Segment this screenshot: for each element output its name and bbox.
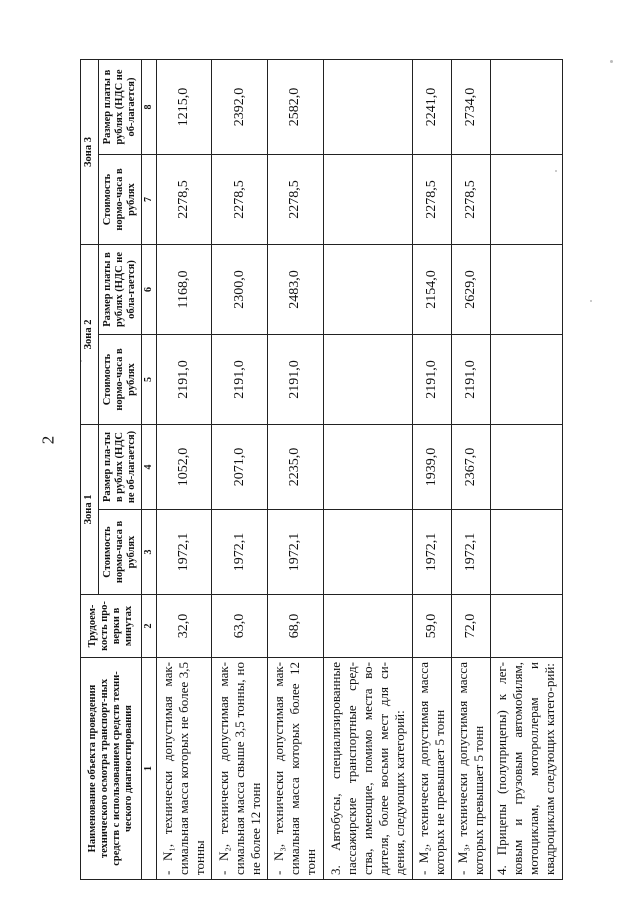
header-zone-3: Зона 3 bbox=[81, 60, 99, 245]
header-z3-fee: Размер платы в рублях (НДС не об-лагается) bbox=[98, 60, 141, 155]
row-z1-cost: 1972,1 bbox=[156, 510, 212, 595]
row-z2-cost bbox=[490, 335, 562, 425]
header-z3-cost: Стоимость нормо-часа в рублях bbox=[98, 155, 141, 245]
row-z1-fee: 1052,0 bbox=[156, 425, 212, 510]
row-z3-cost: 2278,5 bbox=[212, 155, 268, 245]
row-z2-cost: 2191,0 bbox=[212, 335, 268, 425]
row-z2-fee: 2629,0 bbox=[451, 245, 490, 335]
row-z1-fee: 2367,0 bbox=[451, 425, 490, 510]
header-zone-2: Зона 2 bbox=[81, 245, 99, 425]
table-row bbox=[323, 60, 412, 880]
row-labor bbox=[490, 595, 562, 658]
row-name: 3. Автобусы, специализированные пассажирские транспортные сред-ства, имеющие, помимо места во-дителя, более восьми мест для си-дения, следующих категорий: bbox=[323, 658, 412, 880]
table-row bbox=[451, 60, 490, 880]
row-labor bbox=[323, 595, 412, 658]
row-z2-cost bbox=[323, 335, 412, 425]
row-z1-cost bbox=[323, 510, 412, 595]
col-number: 3 bbox=[141, 510, 156, 595]
header-z1-fee: Размер пла-ты в рублях (НДС не об-лагается) bbox=[98, 425, 141, 510]
row-z1-cost: 1972,1 bbox=[212, 510, 268, 595]
col-number: 2 bbox=[141, 595, 156, 658]
row-z1-fee: 2071,0 bbox=[212, 425, 268, 510]
row-labor: 59,0 bbox=[412, 595, 451, 658]
header-labor: Трудоем-кость про-верки в минутах bbox=[81, 595, 142, 658]
row-z3-cost bbox=[490, 155, 562, 245]
row-z3-cost: 2278,5 bbox=[451, 155, 490, 245]
col-number: 7 bbox=[141, 155, 156, 245]
row-z2-fee bbox=[490, 245, 562, 335]
table-row bbox=[412, 60, 451, 880]
row-z3-fee bbox=[323, 60, 412, 155]
row-z1-cost bbox=[490, 510, 562, 595]
row-z3-cost: 2278,5 bbox=[268, 155, 324, 245]
table-row bbox=[212, 60, 268, 880]
col-number: 6 bbox=[141, 245, 156, 335]
row-name: - M₂, технически допустимая масса которых не превышает 5 тонн bbox=[412, 658, 451, 880]
row-z1-fee: 1939,0 bbox=[412, 425, 451, 510]
row-name: - N₁, технически допустимая мак-симальная масса которых не более 3,5 тонны bbox=[156, 658, 212, 880]
header-z2-cost: Стоимость нормо-часа в рублях bbox=[98, 335, 141, 425]
row-z3-cost: 2278,5 bbox=[412, 155, 451, 245]
row-z2-fee: 2483,0 bbox=[268, 245, 324, 335]
row-z3-fee: 2392,0 bbox=[212, 60, 268, 155]
table-row bbox=[490, 60, 562, 880]
row-z2-cost: 2191,0 bbox=[412, 335, 451, 425]
col-number: 1 bbox=[141, 658, 156, 880]
row-z1-cost: 1972,1 bbox=[268, 510, 324, 595]
row-labor: 32,0 bbox=[156, 595, 212, 658]
row-labor: 72,0 bbox=[451, 595, 490, 658]
table-row bbox=[156, 60, 212, 880]
row-z2-cost: 2191,0 bbox=[451, 335, 490, 425]
row-z3-fee: 2734,0 bbox=[451, 60, 490, 155]
row-z3-cost: 2278,5 bbox=[156, 155, 212, 245]
row-z2-cost: 2191,0 bbox=[156, 335, 212, 425]
row-z1-fee bbox=[490, 425, 562, 510]
row-labor: 68,0 bbox=[268, 595, 324, 658]
row-z1-fee bbox=[323, 425, 412, 510]
scan-speck bbox=[590, 300, 592, 302]
row-z2-fee: 1168,0 bbox=[156, 245, 212, 335]
row-name: - N₃, технически допустимая мак-симальная масса которых более 12 тонн bbox=[268, 658, 324, 880]
col-number: 8 bbox=[141, 60, 156, 155]
row-z3-fee bbox=[490, 60, 562, 155]
row-z3-fee: 2582,0 bbox=[268, 60, 324, 155]
row-name: 4. Прицепы (полуприцепы) к лег-ковым и грузовым автомобилям, мотоциклам, мотороллерам и квадроциклам следующих катего-рий: bbox=[490, 658, 562, 880]
col-number: 4 bbox=[141, 425, 156, 510]
header-z1-cost: Стоимость нормо-часа в рублях bbox=[98, 510, 141, 595]
row-name: - N₂, технически допустимая мак-симальная масса свыше 3,5 тонны, но не более 12 тонн bbox=[212, 658, 268, 880]
row-name: - M₃, технически допустимая масса которых превышает 5 тонн bbox=[451, 658, 490, 880]
row-z2-fee: 2154,0 bbox=[412, 245, 451, 335]
header-z2-fee: Размер платы в рублях (НДС не обла-гается) bbox=[98, 245, 141, 335]
row-z2-fee bbox=[323, 245, 412, 335]
header-row-numbers bbox=[141, 60, 156, 880]
row-z1-cost: 1972,1 bbox=[412, 510, 451, 595]
row-z2-fee: 2300,0 bbox=[212, 245, 268, 335]
row-z2-cost: 2191,0 bbox=[268, 335, 324, 425]
tariff-table bbox=[80, 59, 563, 880]
table-row bbox=[268, 60, 324, 880]
header-row-zones bbox=[81, 60, 99, 880]
row-z1-cost: 1972,1 bbox=[451, 510, 490, 595]
col-number: 5 bbox=[141, 335, 156, 425]
row-z3-cost bbox=[323, 155, 412, 245]
page-number: 2 bbox=[38, 435, 58, 445]
rotated-table-container bbox=[80, 60, 563, 880]
row-z1-fee: 2235,0 bbox=[268, 425, 324, 510]
row-z3-fee: 1215,0 bbox=[156, 60, 212, 155]
scan-speck bbox=[610, 60, 613, 63]
row-z3-fee: 2241,0 bbox=[412, 60, 451, 155]
header-zone-1: Зона 1 bbox=[81, 425, 99, 595]
header-name: Наименование объекта проведения технического осмотра транспорт-ных средств с использованием средств техни-ческого диагностирования bbox=[81, 658, 142, 880]
row-labor: 63,0 bbox=[212, 595, 268, 658]
